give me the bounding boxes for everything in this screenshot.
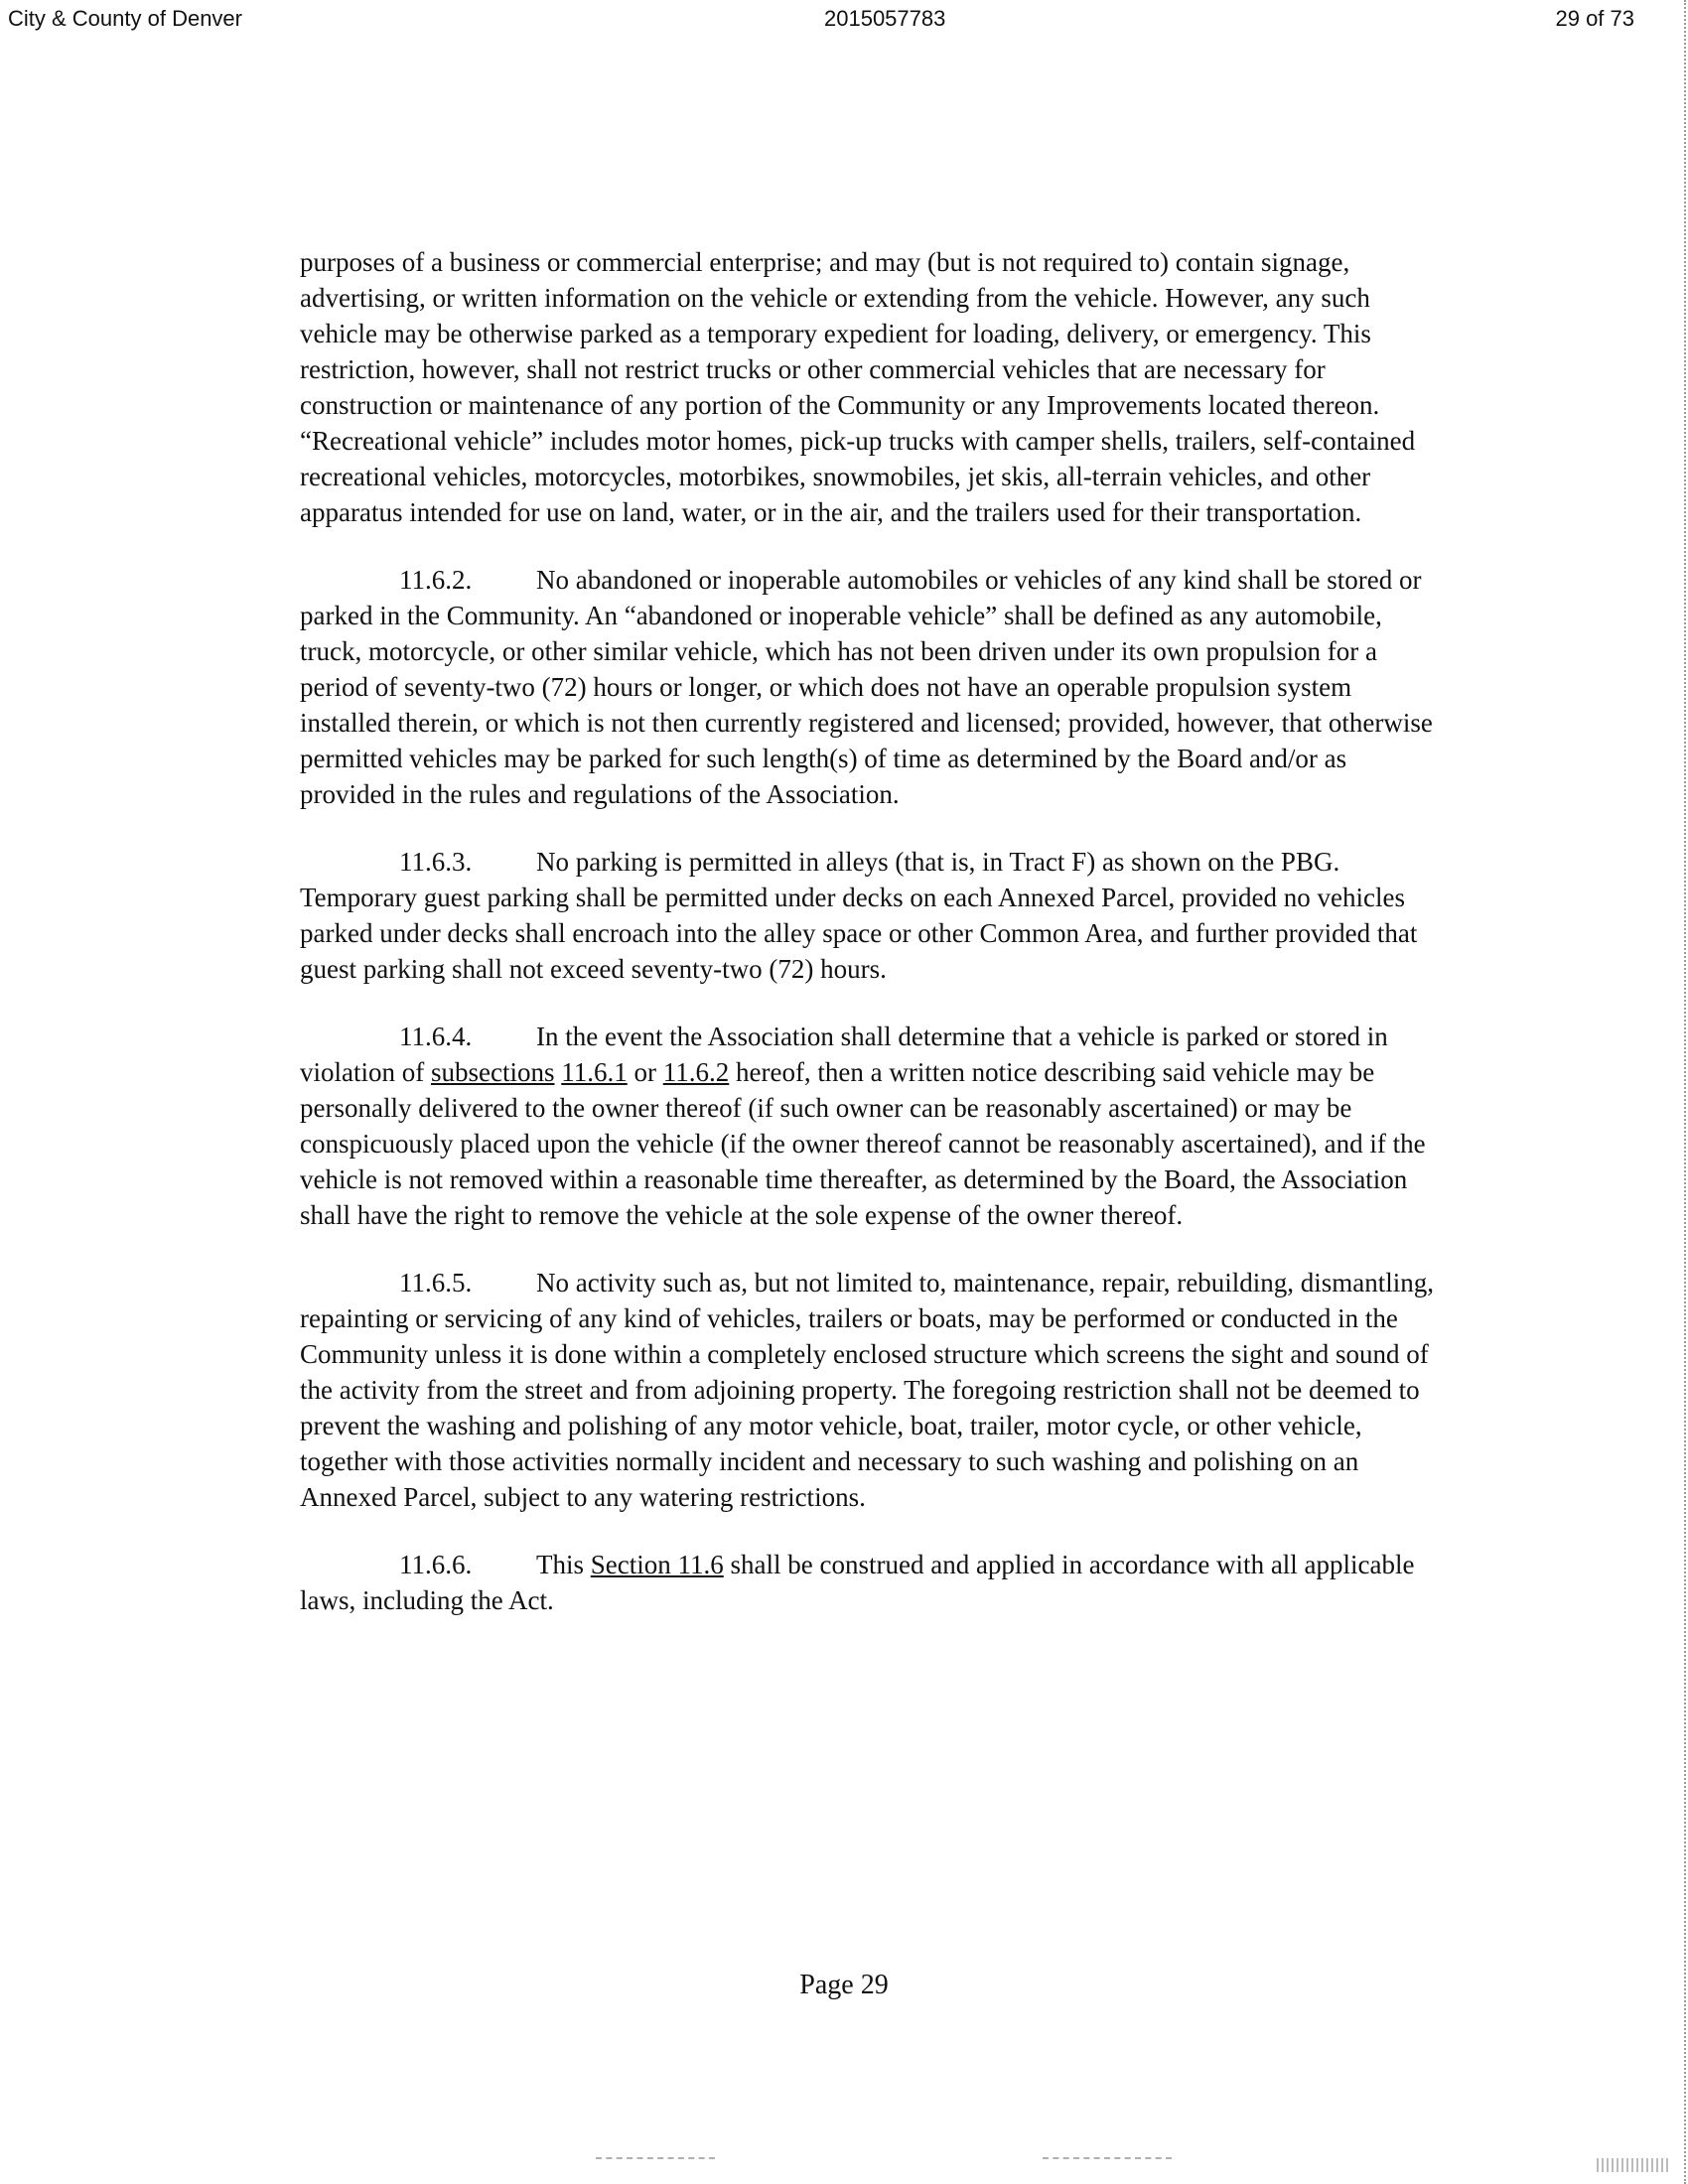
- section-text-start: This: [536, 1550, 585, 1579]
- section-11-6-4: [300, 1019, 1440, 1233]
- section-number: 11.6.4.: [399, 1022, 473, 1051]
- section-11-6-5: [300, 1265, 1440, 1515]
- section-11-6-reference: Section 11.6: [590, 1550, 724, 1579]
- section-11-6-6: [300, 1547, 1440, 1618]
- section-text: No activity such as, but not limited to, maintenance, repair, rebuilding, dismantling, repainting or servicing of any kind of vehicles, trailers or boats, may be performed or conducted in the Community unless it is done within a completely enclosed structure which screens the sight and sound of the activity from the street and from adjoining property. The foregoing restriction shall not be deemed to prevent the washing and polishing of any motor vehicle, boat, trailer, motor cycle, or other vehicle, together with those activities normally incident and necessary to such washing and polishing on an Annexed Parcel, subject to any watering restrictions.: [300, 1268, 1434, 1512]
- paragraph-intro: [300, 244, 1440, 530]
- scan-artifact: [1597, 2158, 1668, 2172]
- section-text: No abandoned or inoperable automobiles or vehicles of any kind shall be stored or parked in the Community. An “abandoned or inoperable vehicle” shall be defined as any automobile, truck, motorcycle, or other similar vehicle, which has not been driven under its own propulsion for a period of seventy-two (72) hours or longer, or which does not have an operable propulsion system installed therein, or which is not then currently registered and licensed; provided, however, that otherwise permitted vehicles may be parked for such length(s) of time as determined by the Board and/or as provided in the rules and regulations of the Association.: [300, 565, 1433, 809]
- document-header: [0, 0, 1688, 40]
- subsection-11-6-1-reference: 11.6.1: [561, 1057, 628, 1087]
- scan-edge-line: [1682, 0, 1686, 2184]
- conjunction-or: or: [633, 1057, 656, 1087]
- section-text-end: shall be construed and applied in accordance with all applicable laws, including the Act.: [300, 1550, 1415, 1615]
- section-text-start: In the event the Association shall determine that a vehicle is parked or stored in violation of: [300, 1022, 1388, 1087]
- section-number: 11.6.2.: [399, 565, 473, 595]
- subsection-11-6-2-reference: 11.6.2: [662, 1057, 730, 1087]
- section-text-end: hereof, then a written notice describing said vehicle may be personally delivered to the owner thereof (if such owner can be reasonably ascertained) or may be conspicuously placed upon the vehicle (if the owner thereof cannot be reasonably ascertained), and if the vehicle is not removed within a reasonable time thereafter, as determined by the Board, the Association shall have the right to remove the vehicle at the sole expense of the owner thereof.: [300, 1057, 1426, 1230]
- section-11-6-3: [300, 844, 1440, 987]
- paragraph-intro-text: purposes of a business or commercial enterprise; and may (but is not required to) contain signage, advertising, or written information on the vehicle or extending from the vehicle. However, any such vehicle may be otherwise parked as a temporary expedient for loading, delivery, or emergency. This restriction, however, shall not restrict trucks or other commercial vehicles that are necessary for construction or maintenance of any portion of the Community or any Improvements located thereon. “Recreational vehicle” includes motor homes, pick-up trucks with camper shells, trailers, self-contained recreational vehicles, motorcycles, motorbikes, snowmobiles, jet skis, all-terrain vehicles, and other apparatus intended for use on land, water, or in the air, and the trailers used for their transportation.: [300, 247, 1416, 527]
- header-reception-number: 2015057783: [824, 6, 946, 31]
- scan-artifact: [596, 2157, 715, 2160]
- section-text: No parking is permitted in alleys (that is, in Tract F) as shown on the PBG. Temporary guest parking shall be permitted under decks on each Annexed Parcel, provided no vehicles parked under decks shall encroach into the alley space or other Common Area, and further provided that guest parking shall not exceed seventy-two (72) hours.: [300, 847, 1418, 984]
- section-11-6-2: [300, 562, 1440, 812]
- page-number-footer: Page 29: [799, 1970, 889, 2000]
- subsections-reference: subsections: [430, 1057, 555, 1087]
- document-body: [300, 244, 1440, 1650]
- section-number: 11.6.6.: [399, 1550, 473, 1579]
- section-number: 11.6.5.: [399, 1268, 473, 1297]
- header-jurisdiction: City & County of Denver: [8, 6, 242, 31]
- section-number: 11.6.3.: [399, 847, 473, 877]
- header-page-count: 29 of 73: [1555, 6, 1634, 31]
- scan-artifact: [1043, 2157, 1172, 2160]
